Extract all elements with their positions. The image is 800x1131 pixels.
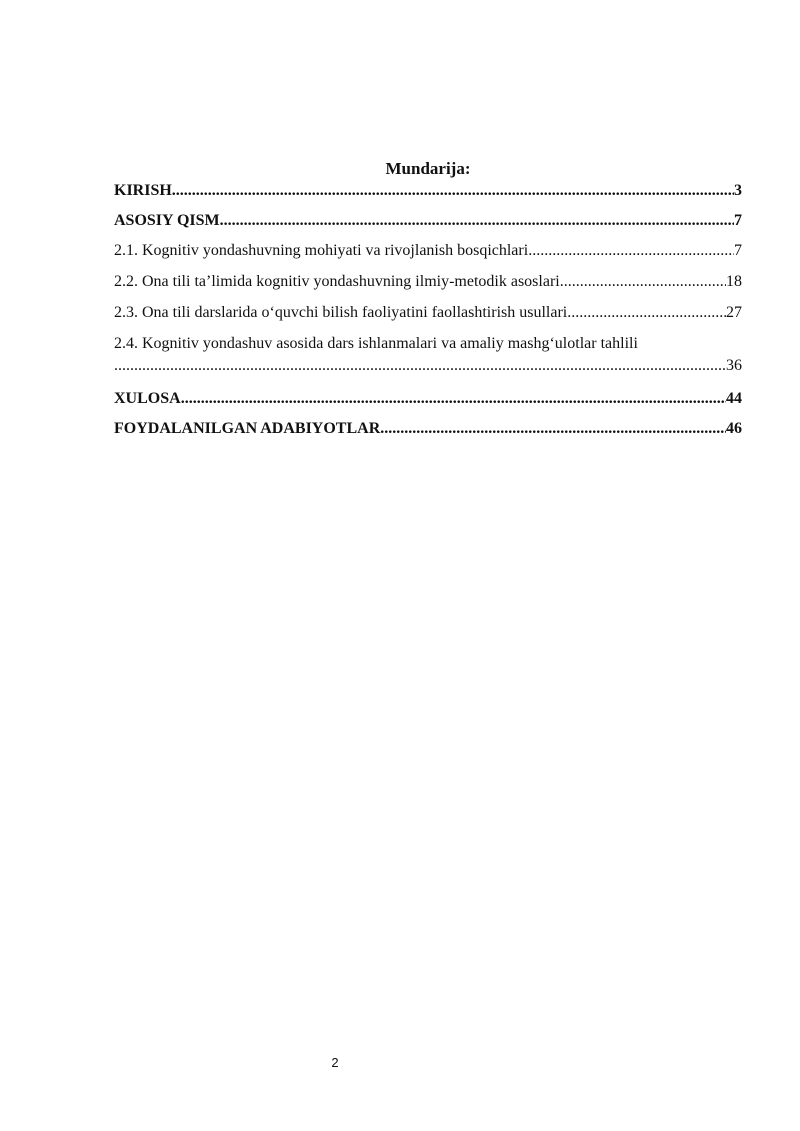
page-number: 2 bbox=[331, 1055, 339, 1070]
toc-entry-label: 2.4. Kognitiv yondashuv asosida dars ishlanmalari va amaliy mashg‘ulotlar tahlili bbox=[114, 335, 638, 352]
toc-entry-page: 46 bbox=[726, 420, 742, 437]
toc-entry-label: FOYDALANILGAN ADABIYOTLAR bbox=[114, 420, 381, 437]
toc-entry-label: 2.1. Kognitiv yondashuvning mohiyati va rivojlanish bosqichlari bbox=[114, 242, 529, 259]
toc-entry-page: 3 bbox=[734, 182, 742, 199]
toc-entry-label: 2.3. Ona tili darslarida o‘quvchi bilish faoliyatini faollashtirish usullari bbox=[114, 304, 568, 321]
toc-entry-page: 18 bbox=[726, 273, 742, 290]
table-of-contents bbox=[114, 181, 742, 439]
toc-entry-asosiy-qism[interactable] bbox=[114, 211, 742, 231]
toc-entry-xulosa[interactable] bbox=[114, 389, 742, 409]
toc-entry-page: 44 bbox=[726, 390, 742, 407]
toc-entry-label: KIRISH bbox=[114, 182, 172, 199]
toc-leader-dots bbox=[560, 272, 726, 292]
toc-title: Mundarija: bbox=[385, 159, 471, 178]
toc-leader-dots bbox=[220, 211, 734, 231]
toc-entry-label: ASOSIY QISM bbox=[114, 212, 220, 229]
toc-entry-2-1[interactable] bbox=[114, 241, 742, 261]
toc-entry-label: XULOSA bbox=[114, 390, 181, 407]
toc-entry-page: 27 bbox=[726, 304, 742, 321]
toc-entry-kirish[interactable] bbox=[114, 181, 742, 201]
toc-entry-page: 7 bbox=[734, 242, 742, 259]
toc-entry-2-3[interactable] bbox=[114, 303, 742, 323]
toc-leader-dots bbox=[380, 419, 726, 439]
toc-entry-label: 2.2. Ona tili ta’limida kognitiv yondashuvning ilmiy-metodik asoslari bbox=[114, 273, 560, 290]
toc-entry-foydalanilgan-adabiyotlar[interactable] bbox=[114, 419, 742, 439]
toc-leader-dots bbox=[528, 241, 734, 261]
toc-leader-dots bbox=[114, 356, 726, 376]
toc-leader-dots bbox=[567, 303, 726, 323]
toc-entry-2-2[interactable] bbox=[114, 272, 742, 292]
toc-entry-page: 36 bbox=[726, 357, 742, 374]
toc-entry-continuation bbox=[114, 356, 742, 376]
toc-entry-2-4[interactable] bbox=[114, 334, 742, 376]
toc-leader-dots bbox=[181, 389, 726, 409]
toc-leader-dots bbox=[172, 181, 734, 201]
toc-entry-page: 7 bbox=[734, 212, 742, 229]
